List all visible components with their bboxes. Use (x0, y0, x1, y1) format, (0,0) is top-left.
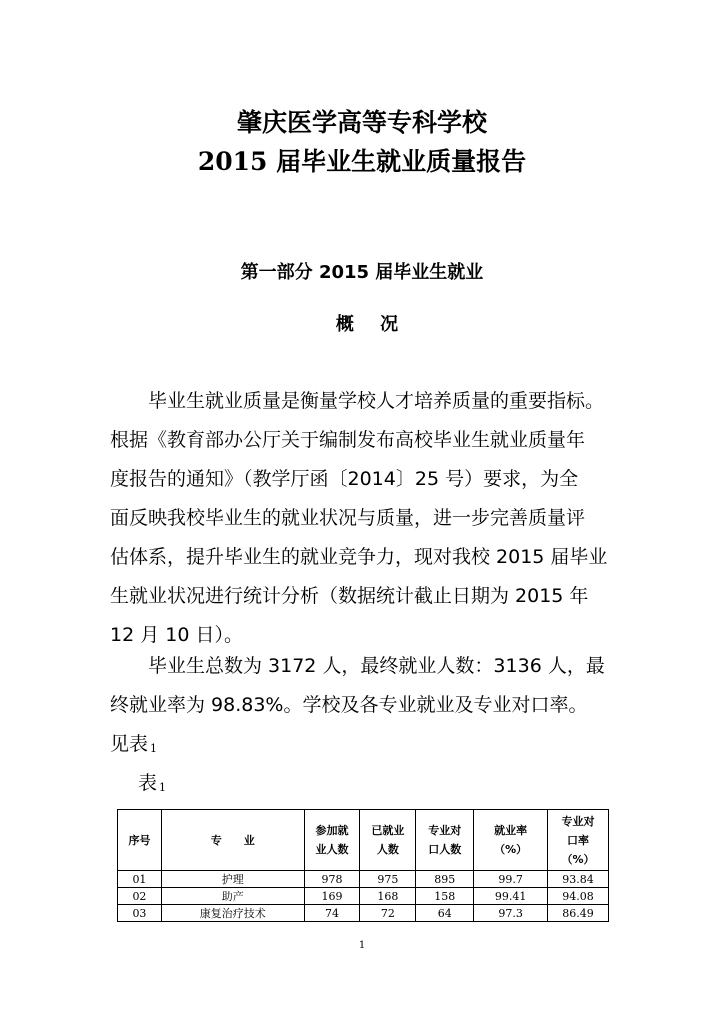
paragraph-line: 面反映我校毕业生的就业状况与质量，进一步完善质量评 (110, 507, 586, 529)
report-title-line1: 肇庆医学高等专科学校 (236, 108, 487, 137)
table-row (118, 905, 609, 922)
header-major: 专 业 (161, 810, 304, 871)
paragraph-line: 生就业状况进行统计分析（数据统计截止日期为 2015 年 (110, 585, 589, 607)
header-rate-l1: 就业率 (494, 824, 528, 837)
cell-participants: 978 (304, 871, 360, 888)
header-seq: 序号 (118, 810, 162, 871)
cell-matchrate: 86.49 (548, 905, 609, 922)
table-caption (138, 768, 166, 795)
header-matchrate-l2: 口率 (567, 833, 590, 847)
cell-seq: 01 (118, 871, 162, 888)
cell-rate: 99.41 (474, 888, 548, 905)
paragraph-line: 毕业生就业质量是衡量学校人才培养质量的重要指标。 (148, 390, 605, 412)
cell-participants: 74 (304, 905, 360, 922)
paragraph-line: 度报告的通知》（教学厅函〔2014〕25 号）要求，为全 (110, 468, 579, 490)
cell-seq: 02 (118, 888, 162, 905)
header-participants-l1: 参加就 (315, 824, 349, 837)
header-employed-l2: 人数 (376, 843, 399, 856)
paragraph-line: 终就业率为 98.83%。学校及各专业就业及专业对口率。 (110, 694, 588, 716)
page-number: 1 (358, 940, 366, 951)
cell-matched: 895 (416, 871, 474, 888)
header-matched (416, 810, 474, 871)
cell-rate: 99.7 (474, 871, 548, 888)
table-row (118, 871, 609, 888)
header-employed-l1: 已就业 (371, 824, 405, 837)
header-participants (304, 810, 360, 871)
paragraph-line: 毕业生总数为 3172 人，最终就业人数：3136 人，最 (148, 655, 605, 677)
header-matched-l2: 口人数 (428, 843, 462, 856)
table-caption-number: 1 (159, 781, 167, 794)
employment-table (117, 809, 609, 922)
table-header-row (118, 810, 609, 871)
header-employed (360, 810, 416, 871)
header-rate (474, 810, 548, 871)
cell-seq: 03 (118, 905, 162, 922)
cell-participants: 169 (304, 888, 360, 905)
cell-major: 助产 (161, 888, 304, 905)
paragraph-line: 估体系，提升毕业生的就业竞争力，现对我校 2015 届毕业 (110, 546, 608, 568)
table-caption-label: 表 (138, 772, 158, 794)
report-title-line2: 2015 届毕业生就业质量报告 (197, 147, 527, 176)
header-rate-l2: （%） (494, 843, 528, 856)
see-table-text: 见表 (110, 733, 149, 755)
paragraph-line (110, 725, 618, 768)
table-ref-number: 1 (150, 742, 158, 755)
cell-employed: 72 (360, 905, 416, 922)
cell-rate: 97.3 (474, 905, 548, 922)
cell-matchrate: 94.08 (548, 888, 609, 905)
summary-paragraph (110, 647, 618, 768)
cell-major: 护理 (161, 871, 304, 888)
cell-matchrate: 93.84 (548, 871, 609, 888)
overview-heading: 概 况 (335, 314, 409, 335)
intro-paragraph (110, 382, 618, 655)
header-matchrate-l3: （%） (561, 852, 595, 866)
cell-major: 康复治疗技术 (161, 905, 304, 922)
cell-matched: 64 (416, 905, 474, 922)
cell-employed: 975 (360, 871, 416, 888)
table-row (118, 888, 609, 905)
header-participants-l2: 业人数 (315, 843, 349, 856)
cell-matched: 158 (416, 888, 474, 905)
header-matchrate (548, 810, 609, 871)
part-heading: 第一部分 2015 届毕业生就业 (240, 262, 484, 283)
paragraph-line: 12 月 10 日）。 (110, 624, 243, 646)
header-matched-l1: 专业对 (428, 824, 462, 837)
paragraph-line: 根据《教育部办公厅关于编制发布高校毕业生就业质量年 (110, 429, 586, 451)
header-matchrate-l1: 专业对 (561, 814, 595, 828)
cell-employed: 168 (360, 888, 416, 905)
